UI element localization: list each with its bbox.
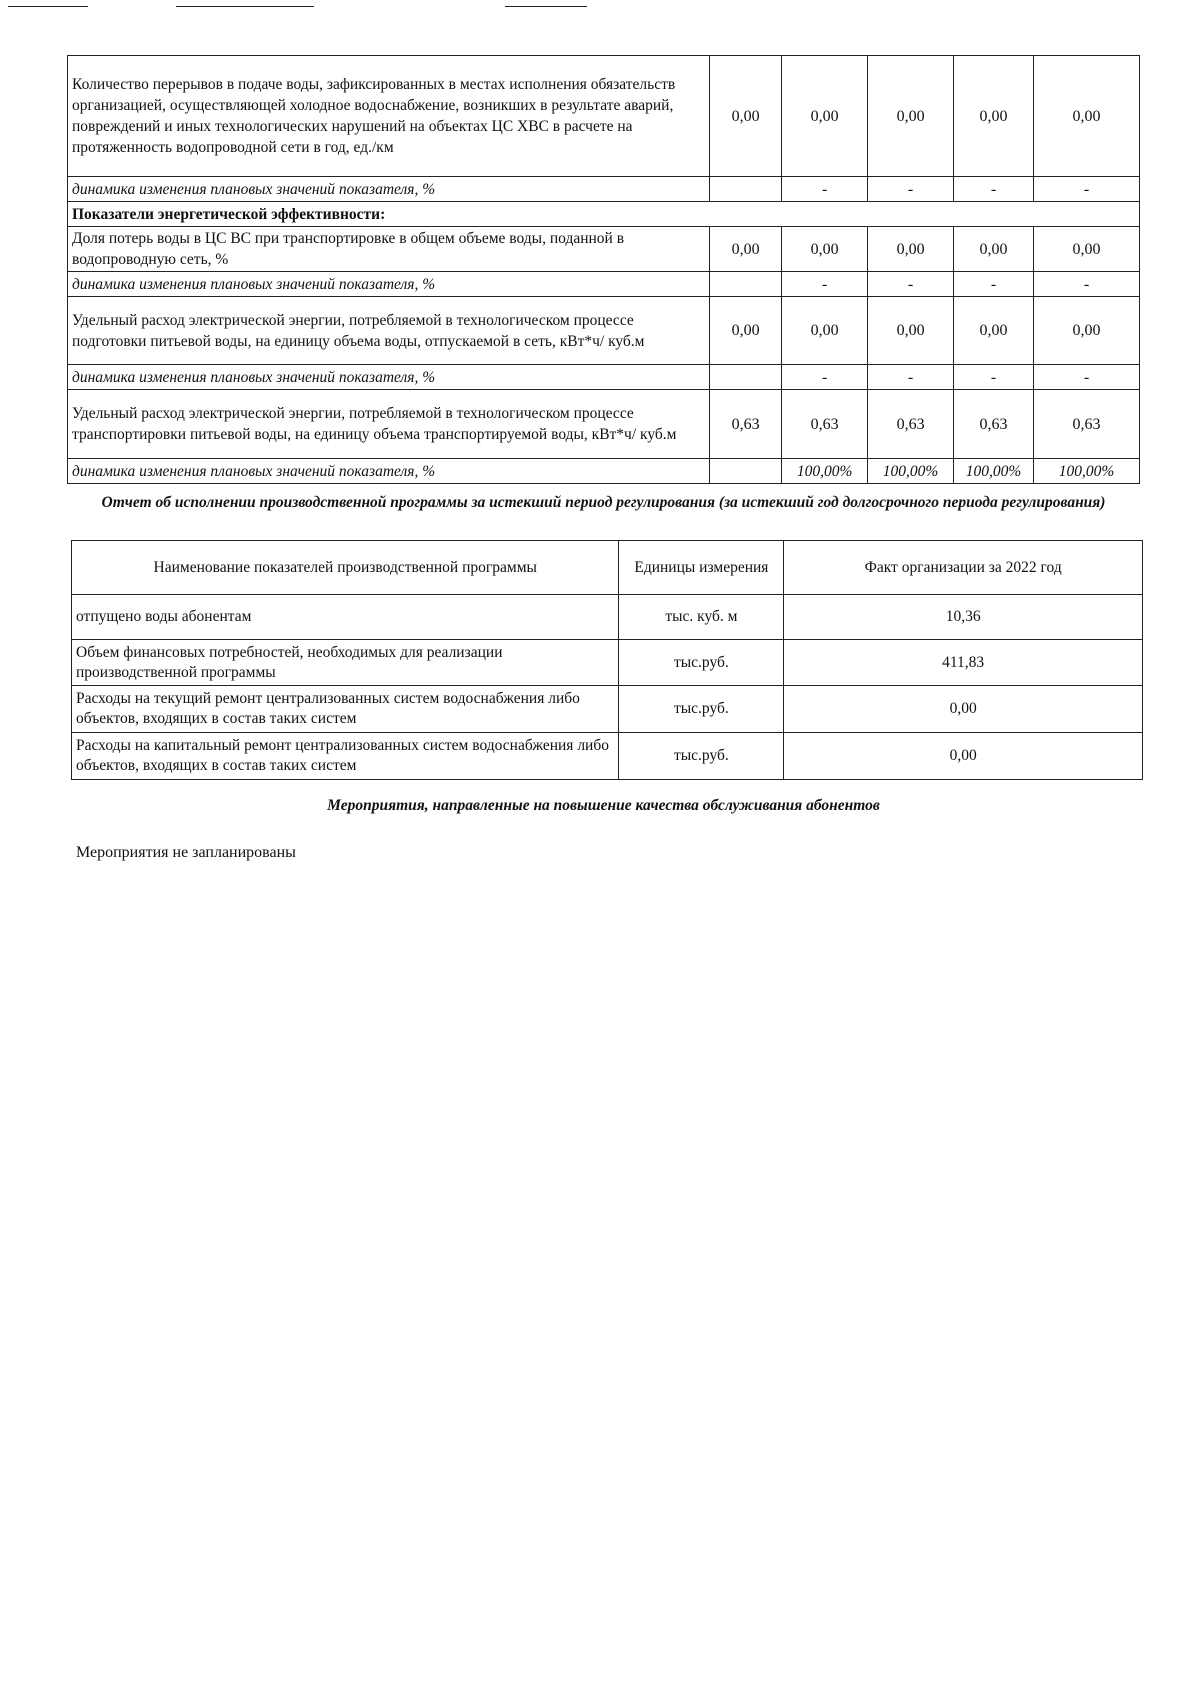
value-cell: 0,63: [710, 390, 782, 459]
value-cell: 0,00: [784, 733, 1143, 780]
value-cell: 0,00: [710, 227, 782, 272]
indicator-name: отпущено воды абонентам: [72, 595, 619, 640]
value-cell: 0,63: [954, 390, 1034, 459]
report-caption: Отчет об исполнении производственной программы за истекший период регулирования (за истекший год долгосрочного периода регулирования): [101, 494, 1106, 511]
value-cell: 100,00%: [868, 459, 954, 484]
value-cell: 411,83: [784, 640, 1143, 686]
value-cell: 0,00: [1034, 56, 1140, 177]
table-row: [68, 297, 1140, 365]
table-row: [72, 733, 1143, 780]
table-row: [68, 272, 1140, 297]
value-cell: -: [954, 365, 1034, 390]
indicators-table: [67, 55, 1140, 484]
value-cell: -: [954, 272, 1034, 297]
unit-cell: тыс.руб.: [619, 640, 784, 686]
production-program-table: [71, 540, 1143, 780]
value-cell: 0,00: [954, 297, 1034, 365]
column-header: Факт организации за 2022 год: [784, 541, 1143, 595]
indicator-name: Расходы на капитальный ремонт централизованных систем водоснабжения либо объектов, входящих в состав таких систем: [72, 733, 619, 780]
column-header: Наименование показателей производственной программы: [72, 541, 619, 595]
value-cell: 0,00: [782, 56, 868, 177]
table-row: [72, 595, 1143, 640]
value-cell: -: [782, 272, 868, 297]
table-row: [72, 640, 1143, 686]
value-cell: -: [782, 177, 868, 202]
measures-caption: Мероприятия, направленные на повышение качества обслуживания абонентов: [327, 797, 880, 814]
table-row: [68, 390, 1140, 459]
value-cell: 0,00: [1034, 227, 1140, 272]
top-rule-left: [8, 6, 88, 7]
indicator-name: Объем финансовых потребностей, необходимых для реализации производственной программы: [72, 640, 619, 686]
value-cell: 0,00: [784, 686, 1143, 733]
section-row: [68, 202, 1140, 227]
top-rule-right: [505, 6, 587, 7]
table-row: [72, 686, 1143, 733]
value-cell: [710, 365, 782, 390]
value-cell: 100,00%: [1034, 459, 1140, 484]
value-cell: 0,00: [710, 297, 782, 365]
value-cell: -: [782, 365, 868, 390]
measures-note: Мероприятия не запланированы: [76, 844, 296, 861]
value-cell: 0,63: [868, 390, 954, 459]
indicator-label: Удельный расход электрической энергии, потребляемой в технологическом процессе транспортировки питьевой воды, на единицу объема транспортируемой воды, кВт*ч/ куб.м: [68, 390, 710, 459]
section-title: Показатели энергетической эффективности:: [68, 202, 1140, 227]
dynamics-label: динамика изменения плановых значений показателя, %: [68, 272, 710, 297]
value-cell: -: [868, 272, 954, 297]
table-row: [68, 227, 1140, 272]
value-cell: 0,00: [954, 227, 1034, 272]
column-header: Единицы измерения: [619, 541, 784, 595]
value-cell: -: [1034, 365, 1140, 390]
unit-cell: тыс. куб. м: [619, 595, 784, 640]
value-cell: -: [954, 177, 1034, 202]
value-cell: 0,00: [710, 56, 782, 177]
value-cell: 0,00: [868, 56, 954, 177]
value-cell: 0,00: [782, 297, 868, 365]
dynamics-label: динамика изменения плановых значений показателя, %: [68, 459, 710, 484]
table-header-row: [72, 541, 1143, 595]
value-cell: 0,63: [1034, 390, 1140, 459]
value-cell: -: [1034, 272, 1140, 297]
value-cell: 0,00: [954, 56, 1034, 177]
value-cell: -: [868, 177, 954, 202]
table-row: [68, 365, 1140, 390]
table-row: [68, 459, 1140, 484]
value-cell: [710, 177, 782, 202]
unit-cell: тыс.руб.: [619, 733, 784, 780]
indicator-label: Удельный расход электрической энергии, потребляемой в технологическом процессе подготовки питьевой воды, на единицу объема воды, отпускаемой в сеть, кВт*ч/ куб.м: [68, 297, 710, 365]
indicator-name: Расходы на текущий ремонт централизованных систем водоснабжения либо объектов, входящих в состав таких систем: [72, 686, 619, 733]
unit-cell: тыс.руб.: [619, 686, 784, 733]
value-cell: 0,00: [782, 227, 868, 272]
indicator-label: Доля потерь воды в ЦС ВС при транспортировке в общем объеме воды, поданной в водопроводную сеть, %: [68, 227, 710, 272]
value-cell: 0,00: [1034, 297, 1140, 365]
value-cell: -: [868, 365, 954, 390]
value-cell: [710, 272, 782, 297]
value-cell: 10,36: [784, 595, 1143, 640]
value-cell: 0,00: [868, 297, 954, 365]
top-rule-middle: [176, 6, 314, 7]
dynamics-label: динамика изменения плановых значений показателя, %: [68, 177, 710, 202]
table-row: [68, 177, 1140, 202]
value-cell: 100,00%: [954, 459, 1034, 484]
table-row: [68, 56, 1140, 177]
value-cell: 100,00%: [782, 459, 868, 484]
value-cell: 0,63: [782, 390, 868, 459]
value-cell: -: [1034, 177, 1140, 202]
indicator-label: Количество перерывов в подаче воды, зафиксированных в местах исполнения обязательств организацией, осуществляющей холодное водоснабжение, возникших в результате аварий, повреждений и иных технологических нарушений на объектах ЦС ХВС в расчете на протяженность водопроводной сети в год, ед./км: [68, 56, 710, 177]
dynamics-label: динамика изменения плановых значений показателя, %: [68, 365, 710, 390]
value-cell: 0,00: [868, 227, 954, 272]
value-cell: [710, 459, 782, 484]
